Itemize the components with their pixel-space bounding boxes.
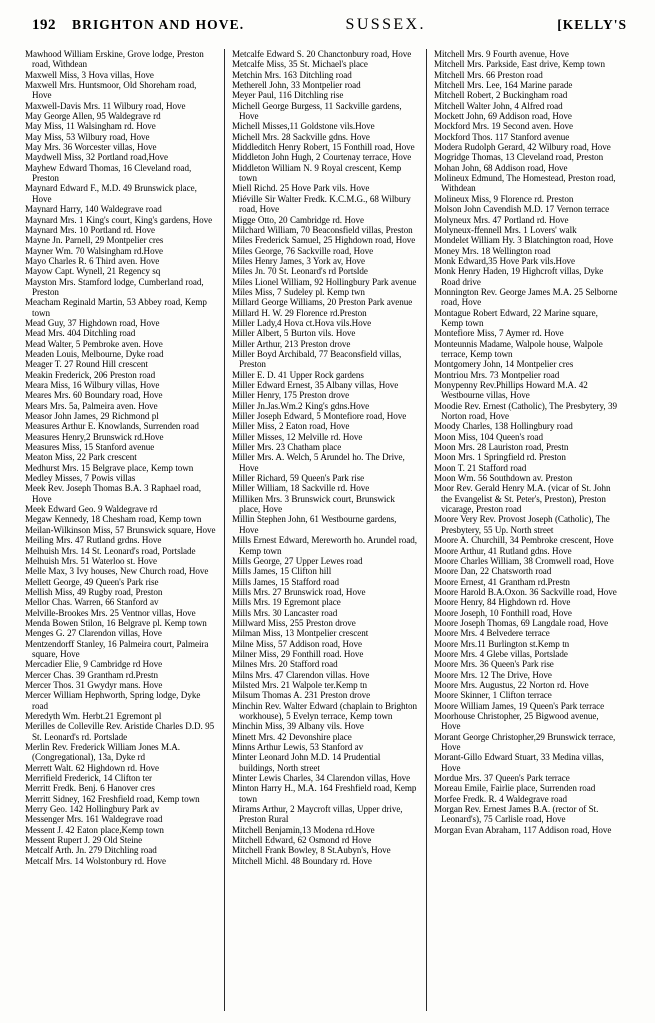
directory-entry: Moore Dan, 22 Chatsworth road (434, 566, 552, 577)
directory-entry: Montriou Mrs. 73 Montpelier road (434, 369, 560, 380)
directory-entry: Miéville Sir Walter Fredk. K.C.M.G., 68 Wilbury road, Hove (232, 193, 411, 215)
directory-entry: Mentzendorff Stanley, 16 Palmeira court, Palmeira square, Hove (25, 638, 209, 659)
directory-entry: Milliken Mrs. 3 Brunswick court, Brunswick place, Hove (232, 493, 395, 515)
directory-entry: Mayner Wm. 70 Walsingham rd.Hove (25, 245, 164, 256)
directory-entry: Meaden Louis, Melbourne, Dyke road (25, 348, 164, 359)
directory-entry: Mercer William Hephworth, Spring lodge, Dyke road (25, 690, 201, 711)
directory-entry: Messenger Mrs. 161 Waldegrave road (25, 814, 163, 825)
directory-entry: Measures Miss, 15 Stanford avenue (25, 442, 155, 453)
directory-entry: Middleditch Henry Robert, 15 Fonthill road, Hove (232, 142, 415, 153)
directory-entry: Montefiore Miss, 7 Aymer rd. Hove (434, 328, 564, 339)
directory-columns (22, 49, 633, 1011)
directory-entry: Meredyth Wm. Herbt.21 Egremont pl (25, 711, 162, 721)
directory-entry: Mitchell Mrs. Parkside, East drive, Kemp town (434, 59, 605, 70)
running-head-left: BRIGHTON AND HOVE. (72, 17, 245, 32)
directory-entry: Mills Ernest Edward, Mereworth ho. Arundel road, Kemp town (232, 535, 417, 556)
directory-entry: Mitchell Walter John, 4 Alfred road (434, 100, 563, 111)
directory-entry: Menges G. 27 Clarendon villas, Hove (25, 628, 162, 639)
directory-entry: Millward Miss, 255 Preston drove (232, 617, 356, 628)
directory-entry: Meager T. 27 Round Hill crescent (25, 359, 148, 370)
directory-entry: Miller Richard, 59 Queen's Park rise (232, 473, 365, 484)
directory-entry: May Mrs. 36 Worcester villas, Hove (25, 142, 157, 153)
directory-entry: Merry Geo. 142 Hollingbury Park av (25, 804, 160, 815)
directory-entry: Miller Arthur, 213 Preston drove (232, 338, 351, 349)
directory-entry: Modera Rudolph Gerard, 42 Wilbury road, Hove (434, 142, 611, 153)
directory-entry: Melhuish Mrs. 14 St. Leonard's road, Portslade (25, 545, 196, 556)
directory-entry: Measures Arthur E. Knowlands, Surrenden road (25, 421, 199, 432)
directory-entry: Mondelet William Hy. 3 Blatchington road, Hove (434, 235, 614, 246)
directory-entry: Moore Charles William, 38 Cromwell road, Hove (434, 555, 614, 566)
directory-entry: Milsum Thomas A. 231 Preston drove (232, 690, 371, 701)
directory-entry: Millin Stephen John, 61 Westbourne gardens, Hove (232, 514, 397, 535)
directory-entry: Moore Skinner, 1 Clifton terrace (434, 690, 552, 701)
directory-entry: Menda Bowen Stilon, 16 Belgrave pl. Kemp town (25, 617, 207, 628)
directory-entry: Meakin Frederick, 206 Preston road (25, 369, 156, 380)
directory-entry: Miles Frederick Samuel, 25 Highdown road, Hove (232, 235, 416, 246)
directory-entry: Millard George Williams, 20 Preston Park avenue (232, 297, 413, 308)
running-head (22, 16, 633, 36)
directory-entry: Montgomery John, 14 Montpelier cres (434, 359, 574, 370)
directory-entry: Monypenny Rev.Phillips Howard M.A. 42 Westbourne villas, Hove (434, 380, 588, 401)
directory-entry: Mitchell Mrs. Lee, 164 Marine parade (434, 80, 573, 91)
directory-entry: Molyneux Mrs. 47 Portland rd. Hove (434, 214, 569, 225)
directory-entry: Mirams Arthur, 2 Maycroft villas, Upper drive, Preston Rural (232, 804, 403, 825)
directory-entry: Morant George Christopher,29 Brunswick terrace, Hove (434, 731, 616, 753)
directory-entry: Maxwell Mrs. Huntsmoor, Old Shoreham road, Hove (25, 80, 197, 101)
directory-entry: Mitchell Robert, 2 Buckingham road (434, 90, 568, 101)
directory-entry: Michell Mrs. 28 Sackville gdns. Hove (232, 131, 370, 142)
directory-entry: Mercer Chas. 39 Grantham rd.Prestn (25, 669, 158, 680)
directory-entry: Minter Lewis Charles, 34 Clarendon villas, Hove (232, 773, 411, 784)
directory-entry: Mead Mrs. 404 Ditchling road (25, 328, 136, 339)
directory-entry: Morgan Evan Abraham, 117 Addison road, Hove (434, 824, 612, 835)
directory-entry: Medhurst Mrs. 15 Belgrave place, Kemp town (25, 462, 194, 473)
directory-entry: Montague Robert Edward, 22 Marine square, Kemp town (434, 307, 598, 328)
directory-entry: Maxwell-Davis Mrs. 11 Wilbury road, Hove (25, 100, 186, 111)
directory-entry: Messent Rupert J. 29 Old Steine (25, 835, 143, 846)
directory-entry: Miller Mrs. 23 Chatham place (232, 442, 342, 453)
directory-entry: Measor John James, 29 Richmond pl (25, 411, 159, 422)
directory-entry: Miller Lady,4 Hova ct.Hova vils.Hove (232, 317, 372, 328)
directory-entry: Moore Mrs.11 Burlington st.Kemp tn (434, 638, 570, 649)
directory-entry: Mitchell Edward, 62 Osmond rd Hove (232, 835, 372, 846)
directory-entry: Molson John Cavendish M.D. 17 Vernon terrace (434, 204, 610, 215)
directory-entry: Meek Edward Geo. 9 Waldegrave rd (25, 504, 158, 515)
directory-entry: Molyneux-ffennell Mrs. 1 Lovers' walk (434, 224, 577, 235)
directory-entry: Minter Leonard John M.D. 14 Prudential buildings, North street (232, 752, 381, 773)
directory-entry: Milne Miss, 57 Addison road, Hove (232, 638, 362, 649)
directory-entry: Moore Harold B.A.Oxon. 36 Sackville road, Hove (434, 586, 617, 597)
directory-entry: Mayne Jn. Parnell, 29 Montpelier cres (25, 235, 164, 246)
directory-entry: Minns Arthur Lewis, 53 Stanford av (232, 742, 364, 753)
directory-entry: Merrett Walt. 62 Highdown rd. Hove (25, 762, 160, 773)
directory-entry: Medley Misses, 7 Powis villas (25, 473, 136, 484)
directory-entry: Moore A. Churchill, 34 Pembroke crescent, Hove (434, 535, 614, 546)
directory-entry: Money Mrs. 18 Wellington road (434, 245, 551, 256)
running-head-right: [KELLY'S (557, 17, 627, 32)
directory-entry: Moore Henry, 84 Highdown rd. Hove (434, 597, 571, 608)
directory-entry: Miller E. D. 41 Upper Rock gardens (232, 369, 364, 380)
directory-entry: Mills Mrs. 30 Lancaster road (232, 607, 338, 618)
directory-entry: Maynard Edward F., M.D. 49 Brunswick place, Hove (25, 183, 197, 204)
directory-entry: Moor Rev. Gerald Henry M.A. (vicar of St. John the Evangelist & St. Peter's, Preston), Preston vicarage, Preston road (434, 483, 611, 515)
directory-entry: Melhuish Mrs. 51 Waterloo st. Hove (25, 555, 158, 566)
directory-entry: Milnes Mrs. 20 Stafford road (232, 659, 338, 670)
directory-entry: Measures Henry,2 Brunswick rd.Hove (25, 431, 164, 442)
directory-entry: Moon Mrs. 28 Lauriston road, Prestn (434, 442, 569, 453)
directory-entry: Maydwell Miss, 32 Portland road,Hove (25, 152, 168, 163)
directory-entry: Miles Henry James, 3 York av, Hove (232, 255, 366, 266)
directory-entry: Mercer Thos. 31 Gwydyr mans. Hove (25, 679, 163, 690)
directory-entry: Mellish Miss, 49 Rugby road, Preston (25, 586, 163, 597)
directory-entry: Messent J. 42 Eaton place,Kemp town (25, 824, 164, 835)
directory-entry: Molineux Miss, 9 Florence rd. Preston (434, 193, 574, 204)
directory-entry: Moon T. 21 Stafford road (434, 462, 527, 473)
directory-entry: Minton Harry H., M.A. 164 Freshfield road, Kemp town (232, 783, 417, 804)
directory-entry: Meares Mrs. 60 Boundary road, Hove (25, 390, 163, 401)
directory-entry: Meara Miss, 16 Wilbury villas, Hove (25, 380, 160, 390)
directory-entry: Middleton John Hugh, 2 Courtenay terrace, Hove (232, 152, 412, 163)
directory-entry: Metcalf Mrs. 14 Wolstonbury rd. Hove (25, 855, 167, 866)
directory-entry: Middleton William N. 9 Royal crescent, Kemp town (232, 162, 402, 184)
directory-entry: Melville-Brookes Mrs. 25 Ventnor villas, Hove (25, 607, 196, 618)
directory-entry: Mills James, 15 Stafford road (232, 576, 340, 587)
directory-entry: Mitchell Frank Bowley, 8 St.Aubyn's, Hove (232, 845, 391, 856)
directory-entry: Mitchell Mrs. 9 Fourth avenue, Hove (434, 49, 569, 59)
directory-entry: Mills Mrs. 19 Egremont place (232, 597, 341, 608)
directory-entry: Meyer Paul, 116 Ditchling rise (232, 90, 344, 101)
directory-entry: Milns Mrs. 47 Clarendon villas. Hove (232, 669, 370, 680)
directory-entry: Mead Walter, 5 Pembroke aven. Hove (25, 338, 163, 349)
directory-entry: Moore Mrs. 36 Queen's Park rise (434, 659, 554, 670)
directory-column-1 (22, 49, 219, 1011)
directory-entry: Mayo Charles R. 6 Third aven. Hove (25, 255, 160, 266)
directory-entry: Miles Lionel William, 92 Hollingbury Park avenue (232, 276, 417, 287)
directory-entry: Moore Mrs. 12 The Drive, Hove (434, 669, 552, 680)
directory-entry: Milsted Mrs. 21 Walpole ter.Kemp tn (232, 679, 367, 690)
directory-entry: Mills Mrs. 27 Brunswick road, Hove (232, 586, 366, 597)
directory-entry: Meaton Miss, 22 Park crescent (25, 452, 137, 463)
directory-entry: Moore Arthur, 41 Rutland gdns. Hove (434, 545, 572, 556)
directory-entry: Miles Miss, 7 Sudeley pl. Kemp twn (232, 286, 365, 297)
directory-entry: Moore Mrs. 4 Belvedere terrace (434, 628, 550, 639)
directory-entry: Miller Boyd Archibald, 77 Beaconsfield villas, Preston (232, 348, 402, 370)
directory-entry: Minett Mrs. 42 Devonshire place (232, 731, 352, 742)
directory-entry: Mordue Mrs. 37 Queen's Park terrace (434, 773, 570, 784)
directory-entry: Moore Very Rev. Provost Joseph (Catholic), The Presbytery, 55 Up. North street (434, 514, 610, 535)
directory-entry: Moorhouse Christopher, 25 Bigwood avenue, Hove (434, 711, 599, 732)
directory-entry: Moodie Rev. Ernest (Catholic), The Presbytery, 39 Norton road, Hove (434, 400, 618, 422)
directory-entry: Meek Rev. Joseph Thomas B.A. 3 Raphael road, Hove (25, 483, 201, 504)
directory-entry: Maynard Mrs. 10 Portland rd. Hove (25, 224, 155, 235)
directory-entry: Moore Mrs. Augustus, 22 Norton rd. Hove (434, 679, 589, 690)
directory-entry: Miller Joseph Edward, 5 Montefiore road, Hove (232, 411, 407, 422)
directory-entry: Monnington Rev. George James M.A. 25 Selborne road, Hove (434, 286, 618, 308)
directory-entry: Mitchell Mrs. 66 Preston road (434, 69, 543, 80)
directory-entry: Metcalf Arth. Jn. 279 Ditchling road (25, 845, 157, 856)
directory-entry: Miller Miss, 2 Eaton road, Hove (232, 421, 350, 432)
directory-entry: Mellett George, 49 Queen's Park rise (25, 576, 159, 587)
directory-entry: Moody Charles, 138 Hollingbury road (434, 421, 573, 432)
directory-entry: May George Allen, 95 Waldegrave rd (25, 111, 161, 122)
directory-entry: Mitchell Michl. 48 Boundary rd. Hove (232, 855, 372, 866)
directory-entry: Mockford Thos. 117 Stanford avenue (434, 131, 570, 142)
directory-entry: Morfee Fredk. R. 4 Waldegrave road (434, 793, 567, 804)
directory-entry: Moore Mrs. 4 Glebe villas, Portslade (434, 648, 568, 659)
directory-entry: Millard H. W. 29 Florence rd.Preston (232, 307, 367, 318)
directory-entry: Miles George, 76 Sackville road, Hove (232, 245, 374, 256)
directory-entry: Moon Mrs. 1 Springfield rd. Preston (434, 452, 566, 463)
page-number: 192 (32, 17, 56, 33)
directory-entry: Miller William, 18 Sackville rd. Hove (232, 483, 370, 494)
directory-entry: Merritt Sidney, 162 Freshfield road, Kemp town (25, 793, 200, 804)
directory-entry: Metherell John, 33 Montpelier road (232, 80, 361, 91)
directory-entry: Merritt Fredk. Benj. 6 Hanover cres (25, 783, 155, 794)
directory-entry: Mead Guy, 37 Highdown road, Hove (25, 317, 160, 328)
directory-entry: Michell Misses,11 Goldstone vils.Hove (232, 121, 375, 132)
directory-column-3 (426, 49, 623, 1011)
directory-entry: Mills George, 27 Upper Lewes road (232, 555, 363, 566)
directory-entry: Merlin Rev. Frederick William Jones M.A. (Congregational), 13a, Dyke rd (25, 742, 180, 763)
directory-entry: Morgan Rev. Ernest James B.A. (rector of St. Leonard's), 75 Carlisle road, Hove (434, 804, 599, 825)
directory-entry: Monk Henry Haden, 19 Highcroft villas, Dyke Road drive (434, 266, 604, 287)
directory-entry: Moore Joseph, 10 Fonthill road, Hove (434, 607, 572, 618)
directory-entry: Miell Richd. 25 Hove Park vils. Hove (232, 183, 370, 194)
directory-entry: Maynard Mrs. 1 King's court, King's gardens, Hove (25, 214, 213, 225)
directory-entry: Mitchell Benjamin,13 Modena rd.Hove (232, 824, 375, 835)
directory-entry: Mockett John, 69 Addison road, Hove (434, 111, 572, 122)
directory-entry: Megaw Kennedy, 18 Chesham road, Kemp town (25, 514, 202, 525)
directory-entry: Molineux Edmund, The Homestead, Preston road, Withdean (434, 173, 616, 194)
directory-entry: Mayston Mrs. Stamford lodge, Cumberland road, Preston (25, 276, 204, 297)
directory-entry: Miller Misses, 12 Melville rd. Hove (232, 431, 363, 442)
directory-entry: Mellor Chas. Warren, 66 Stanford av (25, 597, 159, 608)
directory-column-2 (224, 49, 421, 1011)
directory-entry: Mills James, 15 Clifton hill (232, 566, 332, 577)
directory-entry: Metcalfe Edward S. 20 Chanctonbury road, Hove (232, 49, 412, 59)
directory-entry: Maxwell Miss, 3 Hova villas, Hove (25, 69, 154, 80)
directory-entry: Moon Miss, 104 Queen's road (434, 431, 543, 442)
directory-entry: Metchin Mrs. 163 Ditchling road (232, 69, 352, 80)
directory-entry: Metcalfe Miss, 35 St. Michael's place (232, 59, 368, 70)
directory-entry: Monteunnis Madame, Walpole house, Walpole terrace, Kemp town (434, 338, 603, 359)
directory-entry: Mayow Capt. Wynell, 21 Regency sq (25, 266, 161, 277)
directory-entry: Migge Otto, 20 Cambridge rd. Hove (232, 214, 364, 225)
directory-entry: Mawhood William Erskine, Grove lodge, Preston road, Withdean (25, 49, 204, 70)
directory-entry: Morant-Gillo Edward Stuart, 33 Medina villas, Hove (434, 752, 604, 773)
directory-entry: Michell George Burgess, 11 Sackville gardens, Hove (232, 100, 402, 122)
directory-entry: Merilles de Colleville Rev. Aristide Charles D.D. 95 St. Leonard's rd. Portslade (25, 721, 215, 742)
directory-entry: Milchard William, 70 Beaconsfield villas, Preston (232, 224, 413, 235)
directory-entry: Melle Max, 3 Ivy houses, New Church road, Hove (25, 566, 209, 577)
directory-entry: Mears Mrs. 5a, Palmeira aven. Hove (25, 400, 158, 411)
directory-entry: Moon Wm. 56 Southdown av. Preston (434, 473, 573, 484)
directory-entry: Monk Edward,35 Hove Park vils.Hove (434, 255, 576, 266)
directory-entry: Meiling Mrs. 47 Rutland grdns. Hove (25, 535, 162, 546)
directory-entry: Miller Edward Ernest, 35 Albany villas, Hove (232, 380, 399, 390)
directory-entry: Milman Miss, 13 Montpelier crescent (232, 628, 369, 639)
directory-entry: May Miss, 53 Wilbury road, Hove (25, 131, 150, 142)
directory-entry: Mogridge Thomas, 13 Cleveland road, Preston (434, 152, 604, 163)
directory-entry: Minchin Miss, 39 Albany vils. Hove (232, 721, 364, 732)
directory-entry: Moore Ernest, 41 Grantham rd.Prestn (434, 576, 570, 587)
directory-entry: Moreau Emile, Fairlie place, Surrenden road (434, 783, 596, 794)
running-head-center: SUSSEX. (345, 16, 426, 33)
directory-entry: Miller Henry, 175 Preston drove (232, 390, 350, 401)
directory-entry: Moore Joseph Thomas, 69 Langdale road, Hove (434, 617, 609, 628)
directory-entry: Mockford Mrs. 19 Second aven. Hove (434, 121, 573, 132)
directory-entry: Meilan-Wilkinson Miss, 57 Brunswick square, Hove (25, 524, 216, 535)
directory-entry: Miller Jn.Jas.Wm.2 King's gdns.Hove (232, 400, 370, 411)
directory-entry: Miller Mrs. A. Welch, 5 Arundel ho. The Drive, Hove (232, 452, 405, 473)
directory-entry: Maynard Harry, 140 Waldegrave road (25, 204, 162, 215)
directory-entry: Miles Jn. 70 St. Leonard's rd Portslde (232, 266, 368, 277)
directory-entry: Moore William James, 19 Queen's Park terrace (434, 700, 605, 711)
directory-entry: Merrifield Frederick, 14 Clifton ter (25, 773, 153, 784)
directory-entry: Milner Miss, 29 Fonthill road. Hove (232, 648, 364, 659)
directory-entry: Mohan John, 68 Addison road, Hove (434, 162, 568, 173)
directory-entry: Minchin Rev. Walter Edward (chaplain to Brighton workhouse), 5 Evelyn terrace, Kemp town (232, 700, 417, 721)
directory-entry: Miller Albert, 5 Burton vils. Hove (232, 328, 356, 339)
directory-entry: Mayhew Edward Thomas, 16 Cleveland road, Preston (25, 162, 192, 184)
directory-entry: Meacham Reginald Martin, 53 Abbey road, Kemp town (25, 297, 207, 318)
directory-entry: May Miss, 11 Walsingham rd. Hove (25, 121, 156, 132)
directory-entry: Mercadier Elie, 9 Cambridge rd Hove (25, 659, 163, 670)
